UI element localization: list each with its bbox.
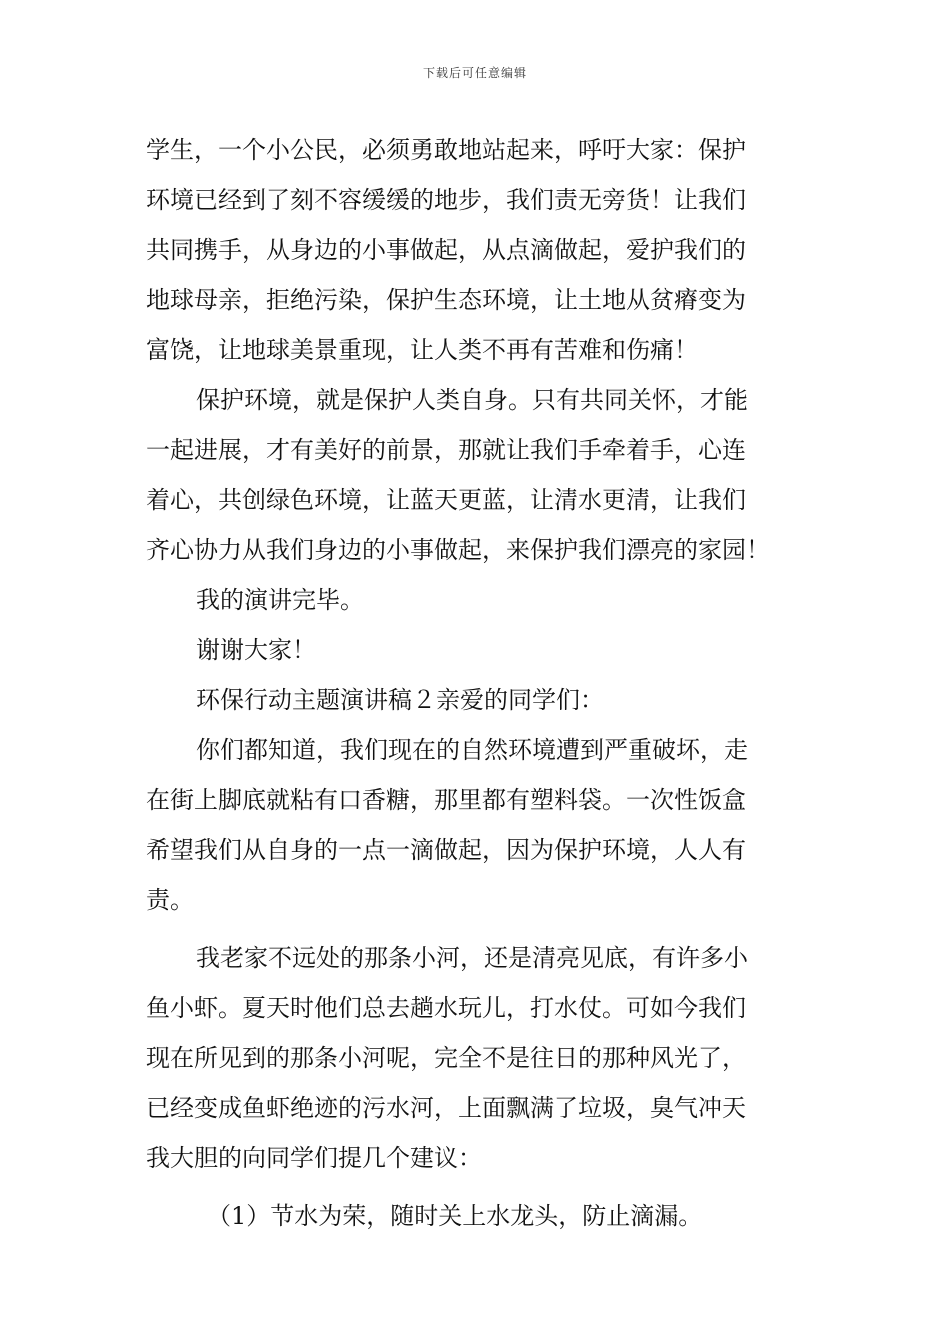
text-line: 着心，共创绿色环境，让蓝天更蓝，让清水更清，让我们 (146, 486, 746, 514)
text-line: 鱼小虾。夏天时他们总去趟水玩儿，打水仗。可如今我们 (146, 994, 746, 1022)
paragraph-gap (146, 925, 808, 933)
page-header: 下载后可任意编辑 (422, 66, 527, 80)
text-line: 富饶，让地球美景重现，让人类不再有苦难和伤痛！ (146, 336, 698, 364)
text-line: 共同携手，从身边的小事做起，从点滴做起，爱护我们的 (146, 236, 746, 264)
document-body (146, 125, 808, 1241)
text-line: 学生，一个小公民，必须勇敢地站起来，呼吁大家：保护 (146, 136, 746, 164)
text-line: 一起进展，才有美好的前景，那就让我们手牵着手，心连 (146, 436, 746, 464)
text-line: 现在所见到的那条小河呢，完全不是往日的那种风光了， (146, 1044, 746, 1072)
paragraph-start: 我的演讲完毕。 (196, 586, 364, 614)
text-line: 我大胆的向同学们提几个建议： (146, 1144, 482, 1172)
list-item: （1）节水为荣，随时关上水龙头，防止滴漏。 (207, 1202, 703, 1230)
text-line: 责。 (146, 886, 194, 914)
paragraph-start: 我老家不远处的那条小河，还是清亮见底，有许多小 (196, 944, 748, 972)
text-line: 地球母亲，拒绝污染，保护生态环境，让土地从贫瘠变为 (146, 286, 746, 314)
paragraph-start: 谢谢大家！ (196, 636, 316, 664)
text-line: 环境已经到了刻不容缓缓的地步，我们责无旁货！让我们 (146, 186, 746, 214)
text-line: 希望我们从自身的一点一滴做起，因为保护环境，人人有 (146, 836, 746, 864)
text-line: 齐心协力从我们身边的小事做起，来保护我们漂亮的家园！ (146, 536, 770, 564)
text-line: 已经变成鱼虾绝迹的污水河，上面飘满了垃圾，臭气冲天 (146, 1094, 746, 1122)
paragraph-gap (146, 1183, 808, 1191)
paragraph-start: 你们都知道，我们现在的自然环境遭到严重破坏，走 (196, 736, 748, 764)
paragraph-start: 保护环境，就是保护人类自身。只有共同关怀，才能 (196, 386, 748, 414)
text-line: 在街上脚底就粘有口香糖，那里都有塑料袋。一次性饭盒 (146, 786, 746, 814)
section-title: 环保行动主题演讲稿２亲爱的同学们： (196, 686, 604, 714)
